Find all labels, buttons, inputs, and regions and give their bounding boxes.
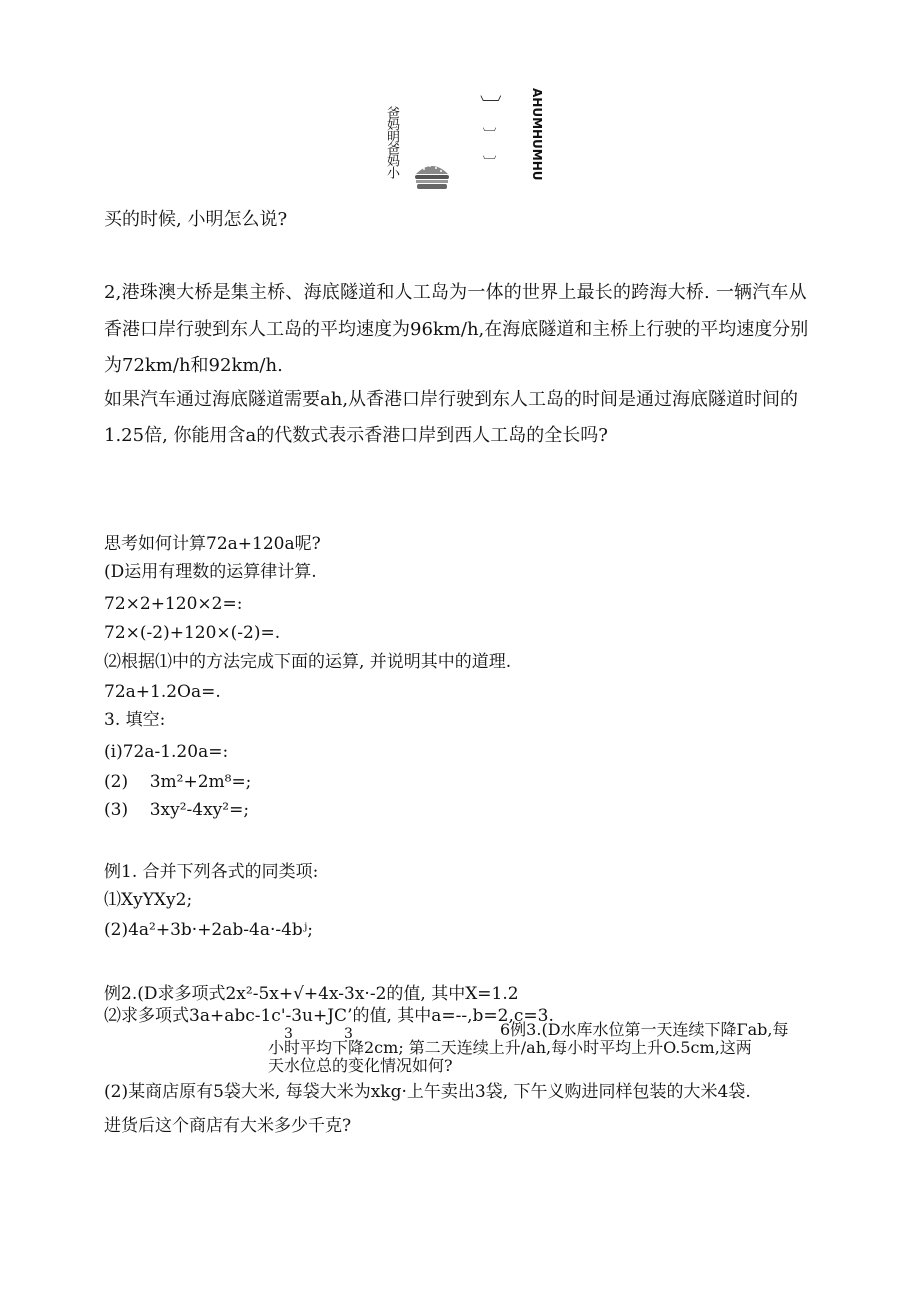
problem-2-line-2: 香港口岸行驶到东人工岛的平均速度为96km/h,在海底隧道和主桥上行驶的平均速度分别 (104, 319, 809, 340)
fill-in-heading: 3. 填空: (104, 710, 166, 730)
figure-vertical-text-right: AHUMHUMHU (530, 88, 544, 181)
think-line: 思考如何计算72a+120a呢? (104, 534, 321, 554)
figure-glyph-bottom: 〕 (480, 155, 496, 169)
burger-icon (414, 160, 450, 190)
fill-in-item: (3) 3xy²-4xy²=; (104, 800, 250, 820)
think-part-1: (D运用有理数的运算律计算. (104, 562, 317, 582)
problem-2-line-4: 如果汽车通过海底隧道需要ah,从香港口岸行驶到东人工岛的时间是通过海底隧道时间的 (104, 389, 799, 410)
fill-in-item: (i)72a-1.20a=: (104, 742, 229, 762)
equation-line: 72×2+120×2=: (104, 594, 243, 614)
example-3-line-2: 小时平均下降2cm; 第二天连续上升/ah,每小时平均上升O.5cm,这两 (268, 1038, 752, 1057)
text-line: 买的时候, 小明怎么说? (104, 209, 288, 230)
equation-line: 72×(-2)+120×(-2)=. (104, 623, 281, 643)
example-1-item: ⑴XyYXy2; (104, 890, 193, 910)
think-part-2: ⑵根据⑴中的方法完成下面的运算, 并说明其中的道理. (104, 652, 512, 672)
example-1-heading: 例1. 合并下列各式的同类项: (104, 862, 319, 882)
example-3-line-1: 6例3.(D水库水位第一天连续下降Γab,每 (500, 1020, 789, 1039)
fill-in-item: (2) 3m²+2m⁸=; (104, 772, 252, 792)
example-3-part-2-question: 进货后这个商店有大米多少千克? (104, 1116, 352, 1136)
figure-glyph-top: 〕 (476, 94, 502, 117)
figure-vertical-text-left: 爸妈明爸妈小 (384, 106, 399, 178)
figure-glyph-mid: 〕 (480, 127, 496, 141)
problem-2-line-5: 1.25倍, 你能用含a的代数式表示香港口岸到西人工岛的全长吗? (104, 425, 608, 446)
example-1-item: (2)4a²+3b·+2ab-4a·-4bʲ; (104, 920, 314, 940)
problem-2-line-3: 为72km/h和92km/h. (104, 355, 283, 376)
equation-line: 72a+1.2Oa=. (104, 682, 221, 702)
figure (370, 88, 560, 198)
problem-2-line-1: 2,港珠澳大桥是集主桥、海底隧道和人工岛为一体的世界上最长的跨海大桥. 一辆汽车从 (104, 282, 807, 303)
example-2-line-2: ⑵求多项式3a+abc-1c'-3u+JC’的值, 其中a=--,b=2,c=3. (104, 1006, 554, 1026)
example-3-line-3: 天水位总的变化情况如何? (268, 1056, 453, 1075)
example-3-part-2: (2)某商店原有5袋大米, 每袋大米为xkg·上午卖出3袋, 下午义购进同样包装的大米4袋. (104, 1082, 751, 1102)
stray-digit: 3 (344, 1026, 353, 1042)
example-2-line-1: 例2.(D求多项式2x²-5x+√+4x-3x·-2的值, 其中X=1.2 (104, 984, 519, 1004)
stray-digit: 3 (284, 1026, 293, 1042)
